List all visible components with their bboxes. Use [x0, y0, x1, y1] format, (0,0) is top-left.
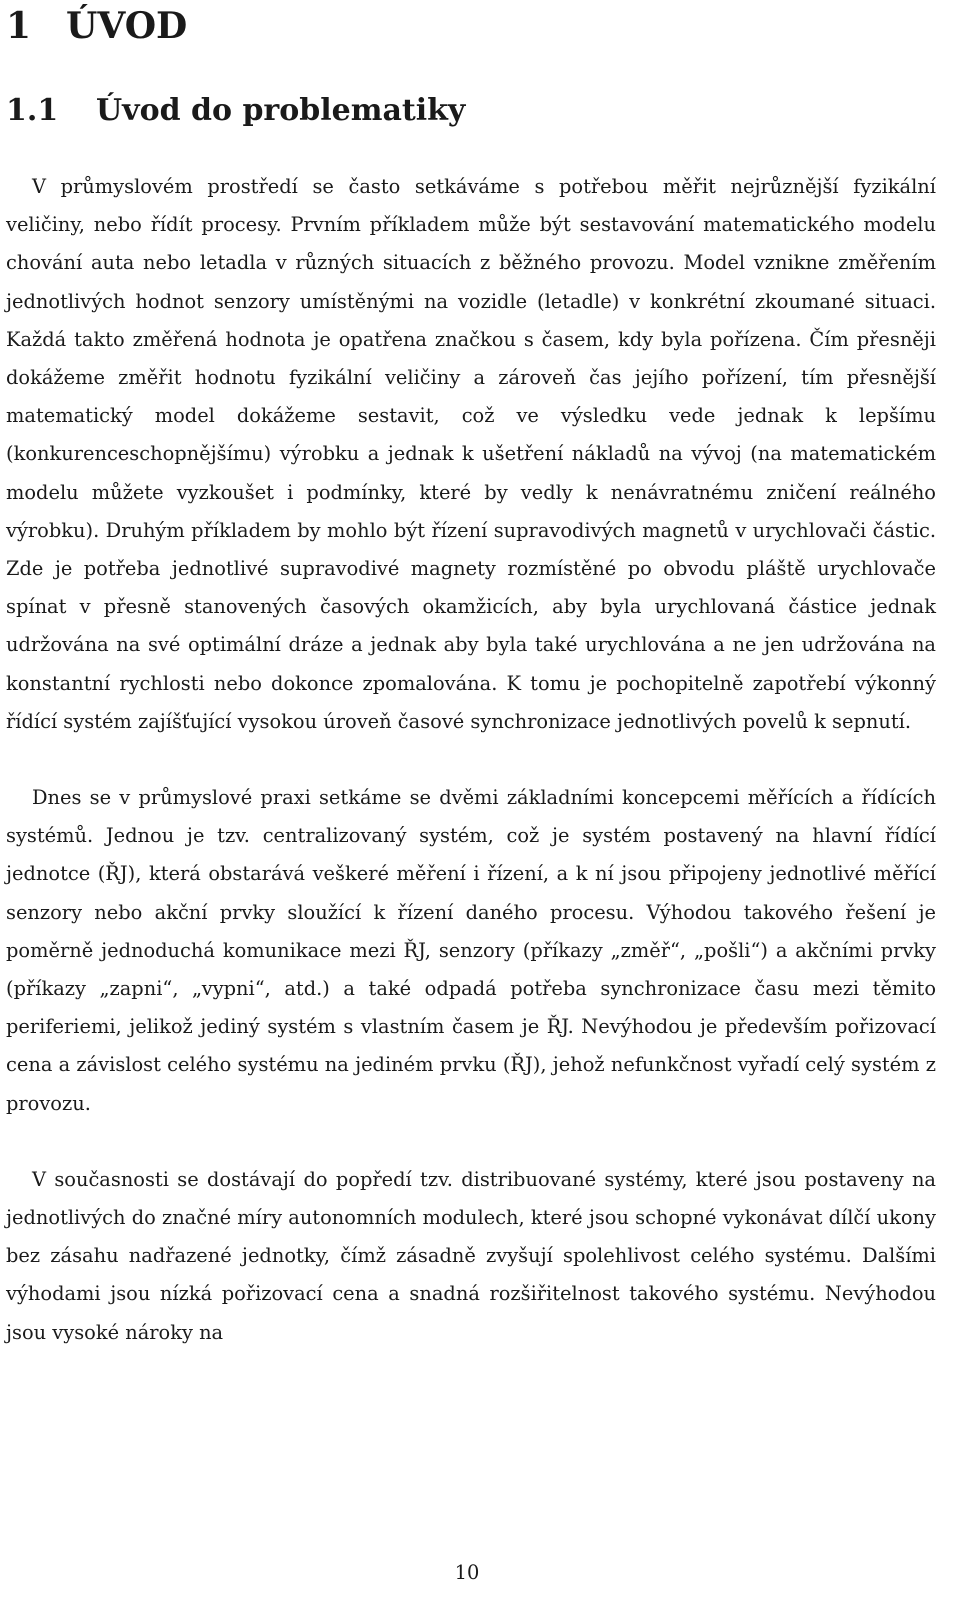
chapter-heading	[6, 0, 936, 56]
section-title: Úvod do problematiky	[96, 93, 466, 128]
chapter-number: 1	[6, 5, 32, 47]
chapter-title: ÚVOD	[66, 5, 188, 47]
body-paragraph: Dnes se v průmyslové praxi setkáme se dvěmi základními koncepcemi měřících a řídících systémů. Jednou je tzv. centralizovaný systém, což je systém postavený na hlavní řídící jednotce (ŘJ), která obstarává veškeré měření i řízení, a k ní jsou připojeny jednotlivé měřící senzory nebo akční prvky sloužící k řízení daného procesu. Výhodou takového řešení je poměrně jednoduchá komunikace mezi ŘJ, senzory (příkazy „změř“, „pošli“) a akčními prvky (příkazy „zapni“, „vypni“, atd.) a také odpadá potřeba synchronizace času mezi těmito periferiemi, jelikož jediný systém s vlastním časem je ŘJ. Nevýhodou je především pořizovací cena a závislost celého systému na jediném prvku (ŘJ), jehož nefunkčnost vyřadí celý systém z provozu.	[6, 786, 936, 1115]
body-paragraph: V současnosti se dostávají do popředí tzv. distribuované systémy, které jsou postaveny na jednotlivých do značné míry autonomních modulech, které jsou schopné vykonávat dílčí ukony bez zásahu nadřazené jednotky, čímž zásadně zvyšují spolehlivost celého systému. Dalšími výhodami jsou nízká pořizovací cena a snadná rozšiřitelnost takového systému. Nevýhodou jsou vysoké nároky na	[6, 1167, 936, 1344]
page-number: 10	[454, 1561, 480, 1584]
section-number: 1.1	[6, 93, 59, 128]
document-page	[6, 0, 936, 1352]
section-heading	[6, 86, 936, 136]
body-paragraph: V průmyslovém prostředí se často setkáváme s potřebou měřit nejrůznější fyzikální veličiny, nebo řídít procesy. Prvním příkladem může být sestavování matematického modelu chování auta nebo letadla v různých situacích z běžného provozu. Model vznikne změřením jednotlivých hodnot senzory umístěnými na vozidle (letadle) v konkrétní zkoumané situaci. Každá takto změřená hodnota je opatřena značkou s časem, kdy byla pořízena. Čím přesněji dokážeme změřit hodnotu fyzikální veličiny a zároveň čas jejího pořízení, tím přesnější matematický model dokážeme sestavit, což ve výsledku vede jednak k lepšímu (konkurenceschopnějšímu) výrobku a jednak k ušetření nákladů na vývoj (na matematickém modelu můžete vyzkoušet i podmínky, které by vedly k nenávratnému zničení reálného výrobku). Druhým příkladem by mohlo být řízení supravodivých magnetů v urychlovači částic. Zde je potřeba jednotlivé supravodivé magnety rozmístěné po obvodu pláště urychlovače spínat v přesně stanovených časových okamžicích, aby byla urychlovaná částice jednak udržována na své optimální dráze a jednak aby byla také urychlována a ne jen udržována na konstantní rychlosti nebo dokonce zpomalována. K tomu je pochopitelně zapotřebí výkonný řídící systém zajíšťující vysokou úroveň časové synchronizace jednotlivých povelů k sepnutí.	[6, 175, 936, 733]
